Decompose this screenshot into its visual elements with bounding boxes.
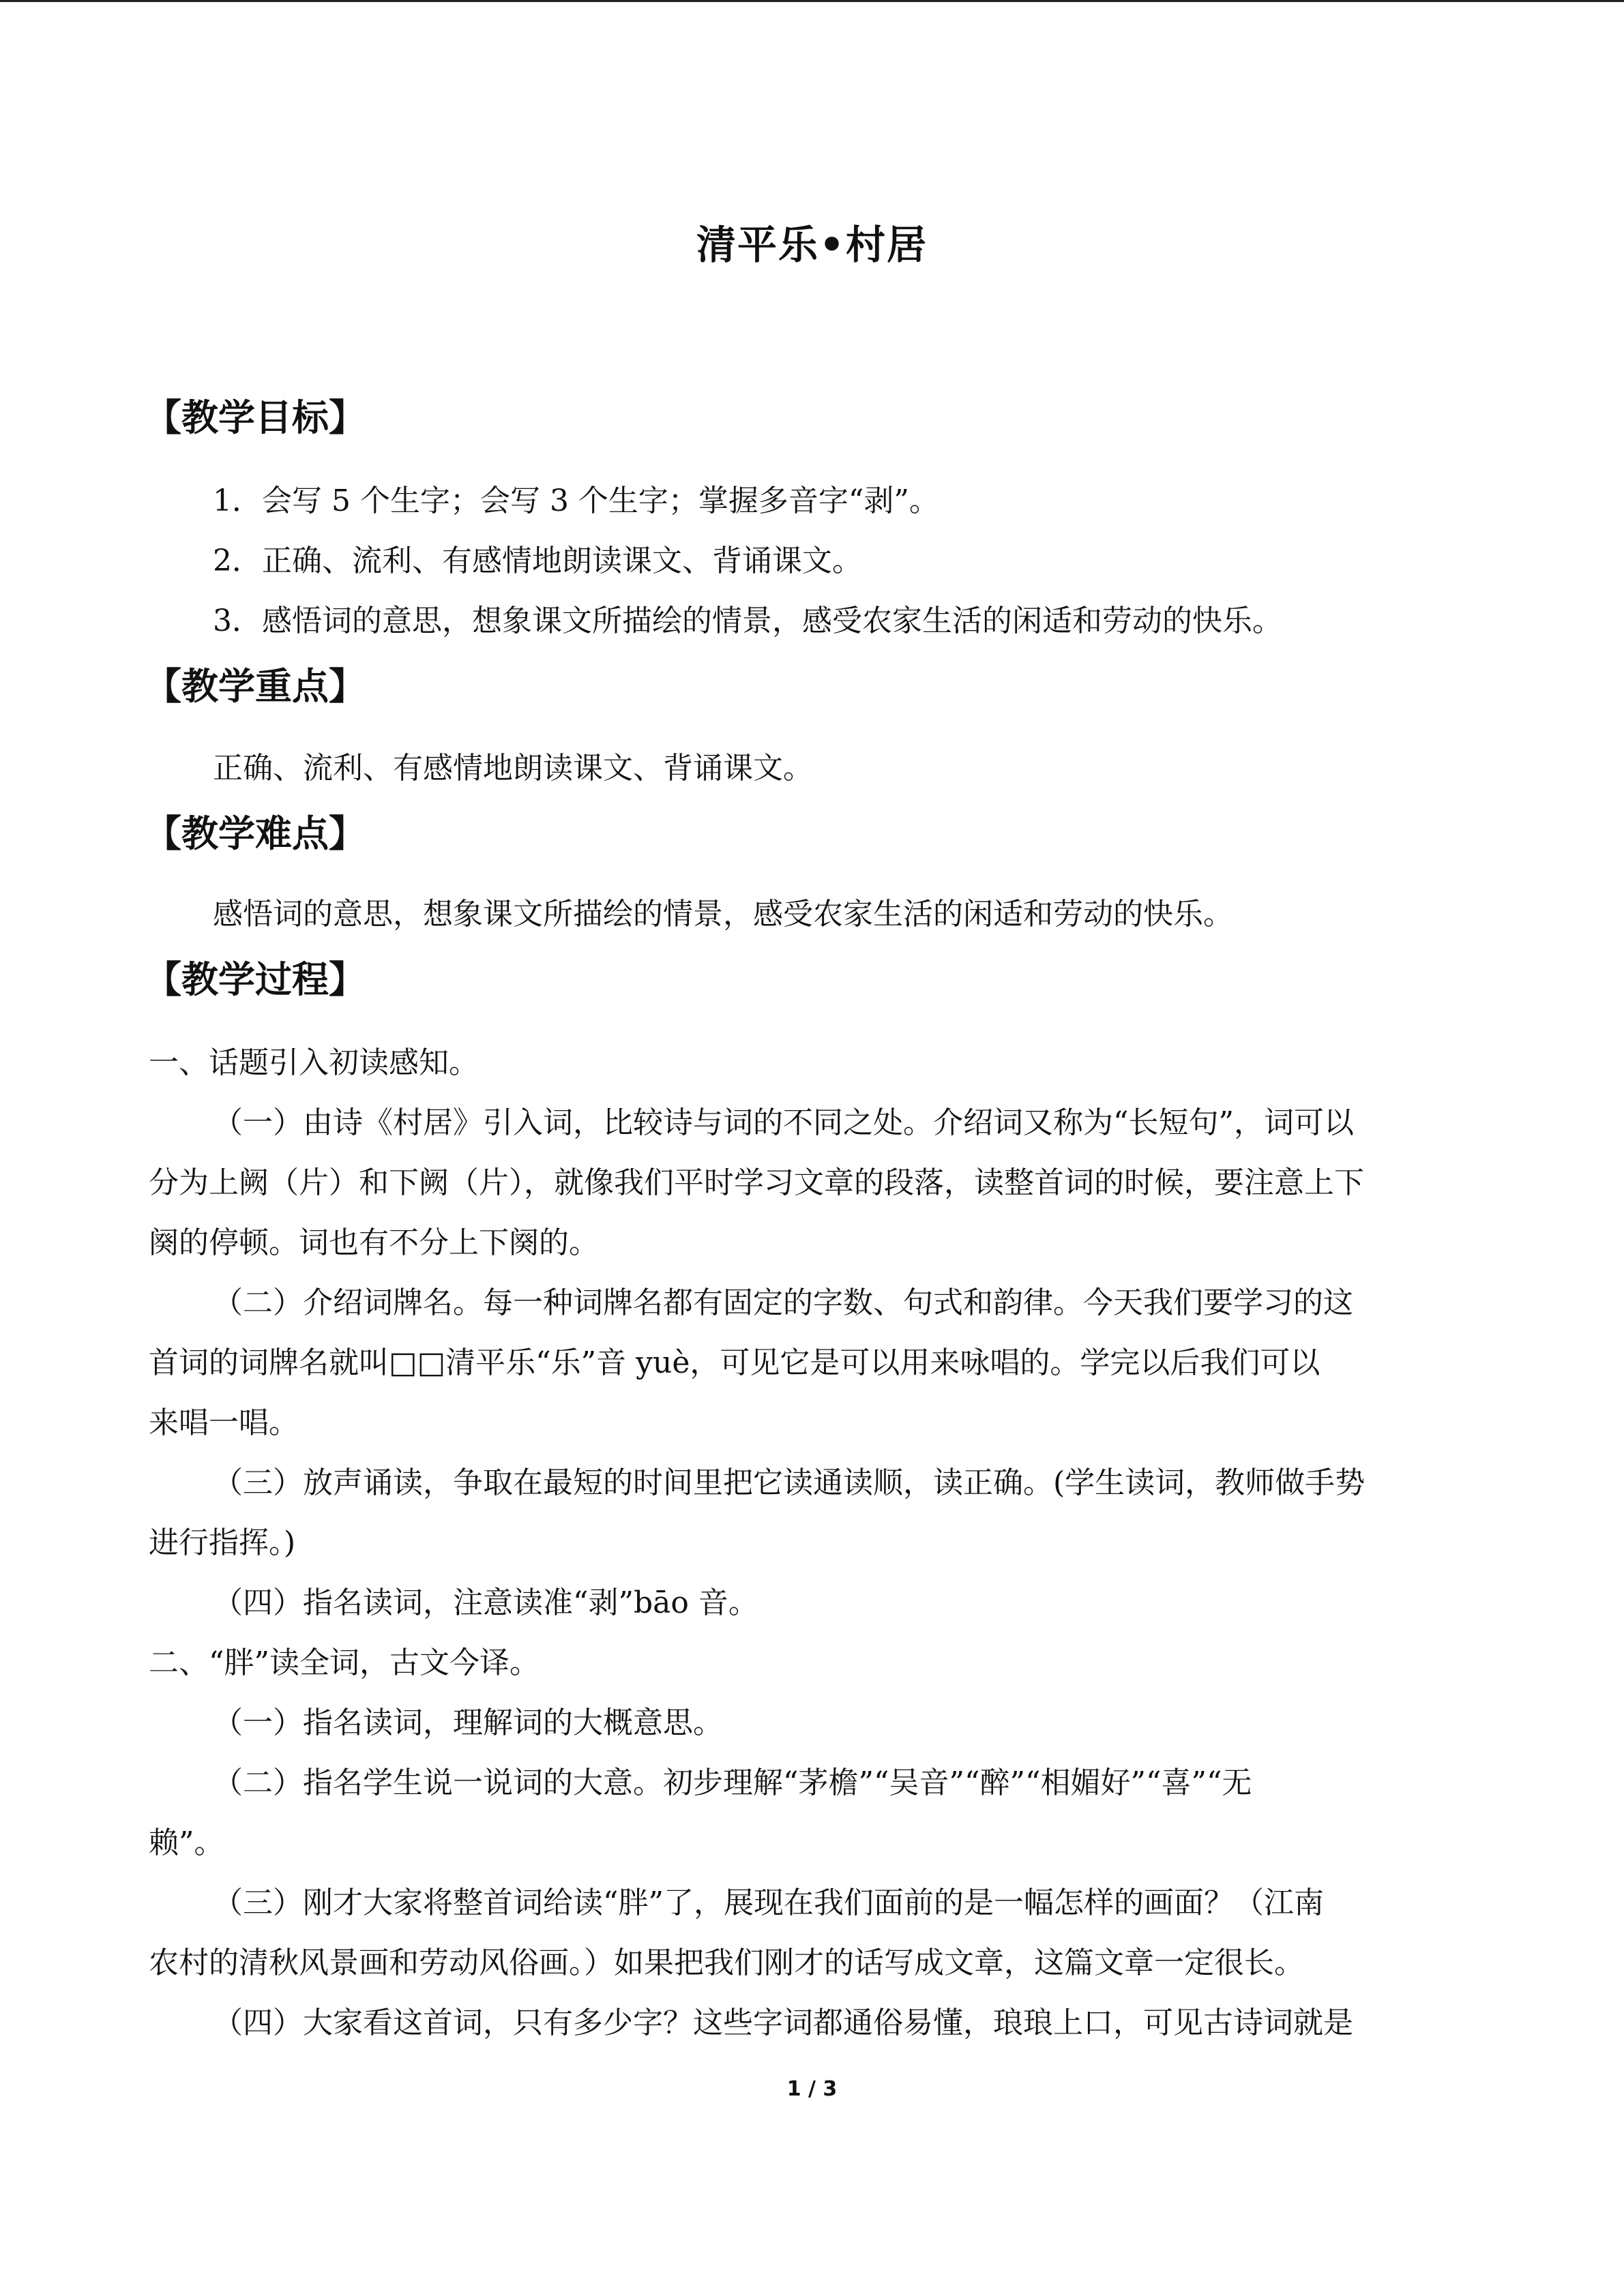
process-p1-line1: （一）由诗《村居》引入词，比较诗与词的不同之处。介绍词又称为“长短句”，词可以 — [213, 1105, 1354, 1140]
key-points-text: 正确、流利、有感情地朗读课文、背诵课文。 — [213, 751, 813, 786]
process-part1-heading: 一、话题引入初读感知。 — [149, 1045, 479, 1080]
process-q2-line2: 赖”。 — [149, 1825, 224, 1860]
section-heading-process: 【教学过程】 — [145, 958, 366, 1001]
process-p4: （四）指名读词，注意读准“剥”bāo 音。 — [213, 1585, 758, 1620]
process-part2-heading: 二、“胖”读全词，古文今译。 — [149, 1645, 540, 1680]
process-p2-line1: （二）介绍词牌名。每一种词牌名都有固定的字数、句式和韵律。今天我们要学习的这 — [213, 1285, 1353, 1320]
process-q3-line2: 农村的清秋风景画和劳动风俗画。）如果把我们刚才的话写成文章，这篇文章一定很长。 — [149, 1945, 1304, 1980]
goal-item-1: 1．会写 5 个生字；会写 3 个生字；掌握多音字“剥”。 — [213, 483, 939, 518]
page-number: 1 / 3 — [786, 2077, 838, 2101]
process-p1-line3: 阕的停顿。词也有不分上下阕的。 — [149, 1225, 599, 1260]
section-heading-key-points: 【教学重点】 — [145, 665, 366, 708]
section-heading-goals: 【教学目标】 — [145, 396, 366, 439]
process-p1-line2: 分为上阙（片）和下阙（片），就像我们平时学习文章的段落，读整首词的时候，要注意上下 — [149, 1165, 1364, 1200]
process-p3-line2: 进行指挥。) — [149, 1525, 296, 1560]
goal-item-3: 3．感悟词的意思，想象课文所描绘的情景，感受农家生活的闲适和劳动的快乐。 — [213, 603, 1282, 638]
goal-item-2: 2．正确、流利、有感情地朗读课文、背诵课文。 — [213, 543, 862, 578]
process-p3-line1: （三）放声诵读，争取在最短的时间里把它读通读顺，读正确。(学生读词，教师做手势 — [213, 1465, 1365, 1500]
process-q2-line1: （二）指名学生说一说词的大意。初步理解“茅檐”“吴音”“醉”“相媚好”“喜”“无 — [213, 1765, 1252, 1800]
process-q3-line1: （三）刚才大家将整首词给读“胖”了，展现在我们面前的是一幅怎样的画面？（江南 — [213, 1885, 1324, 1920]
process-q1: （一）指名读词，理解词的大概意思。 — [213, 1705, 723, 1740]
difficulties-text: 感悟词的意思，想象课文所描绘的情景，感受农家生活的闲适和劳动的快乐。 — [213, 897, 1233, 931]
process-q4-line1: （四）大家看这首词，只有多少字？这些字词都通俗易懂，琅琅上口，可见古诗词就是 — [213, 2006, 1353, 2040]
document-title: 清平乐•村居 — [696, 222, 928, 268]
section-heading-difficulties: 【教学难点】 — [145, 812, 366, 855]
process-p2-line3: 来唱一唱。 — [149, 1405, 299, 1440]
process-p2-line2: 首词的词牌名就叫□□清平乐“乐”音 yuè，可见它是可以用来咏唱的。学完以后我们可以 — [149, 1345, 1320, 1380]
